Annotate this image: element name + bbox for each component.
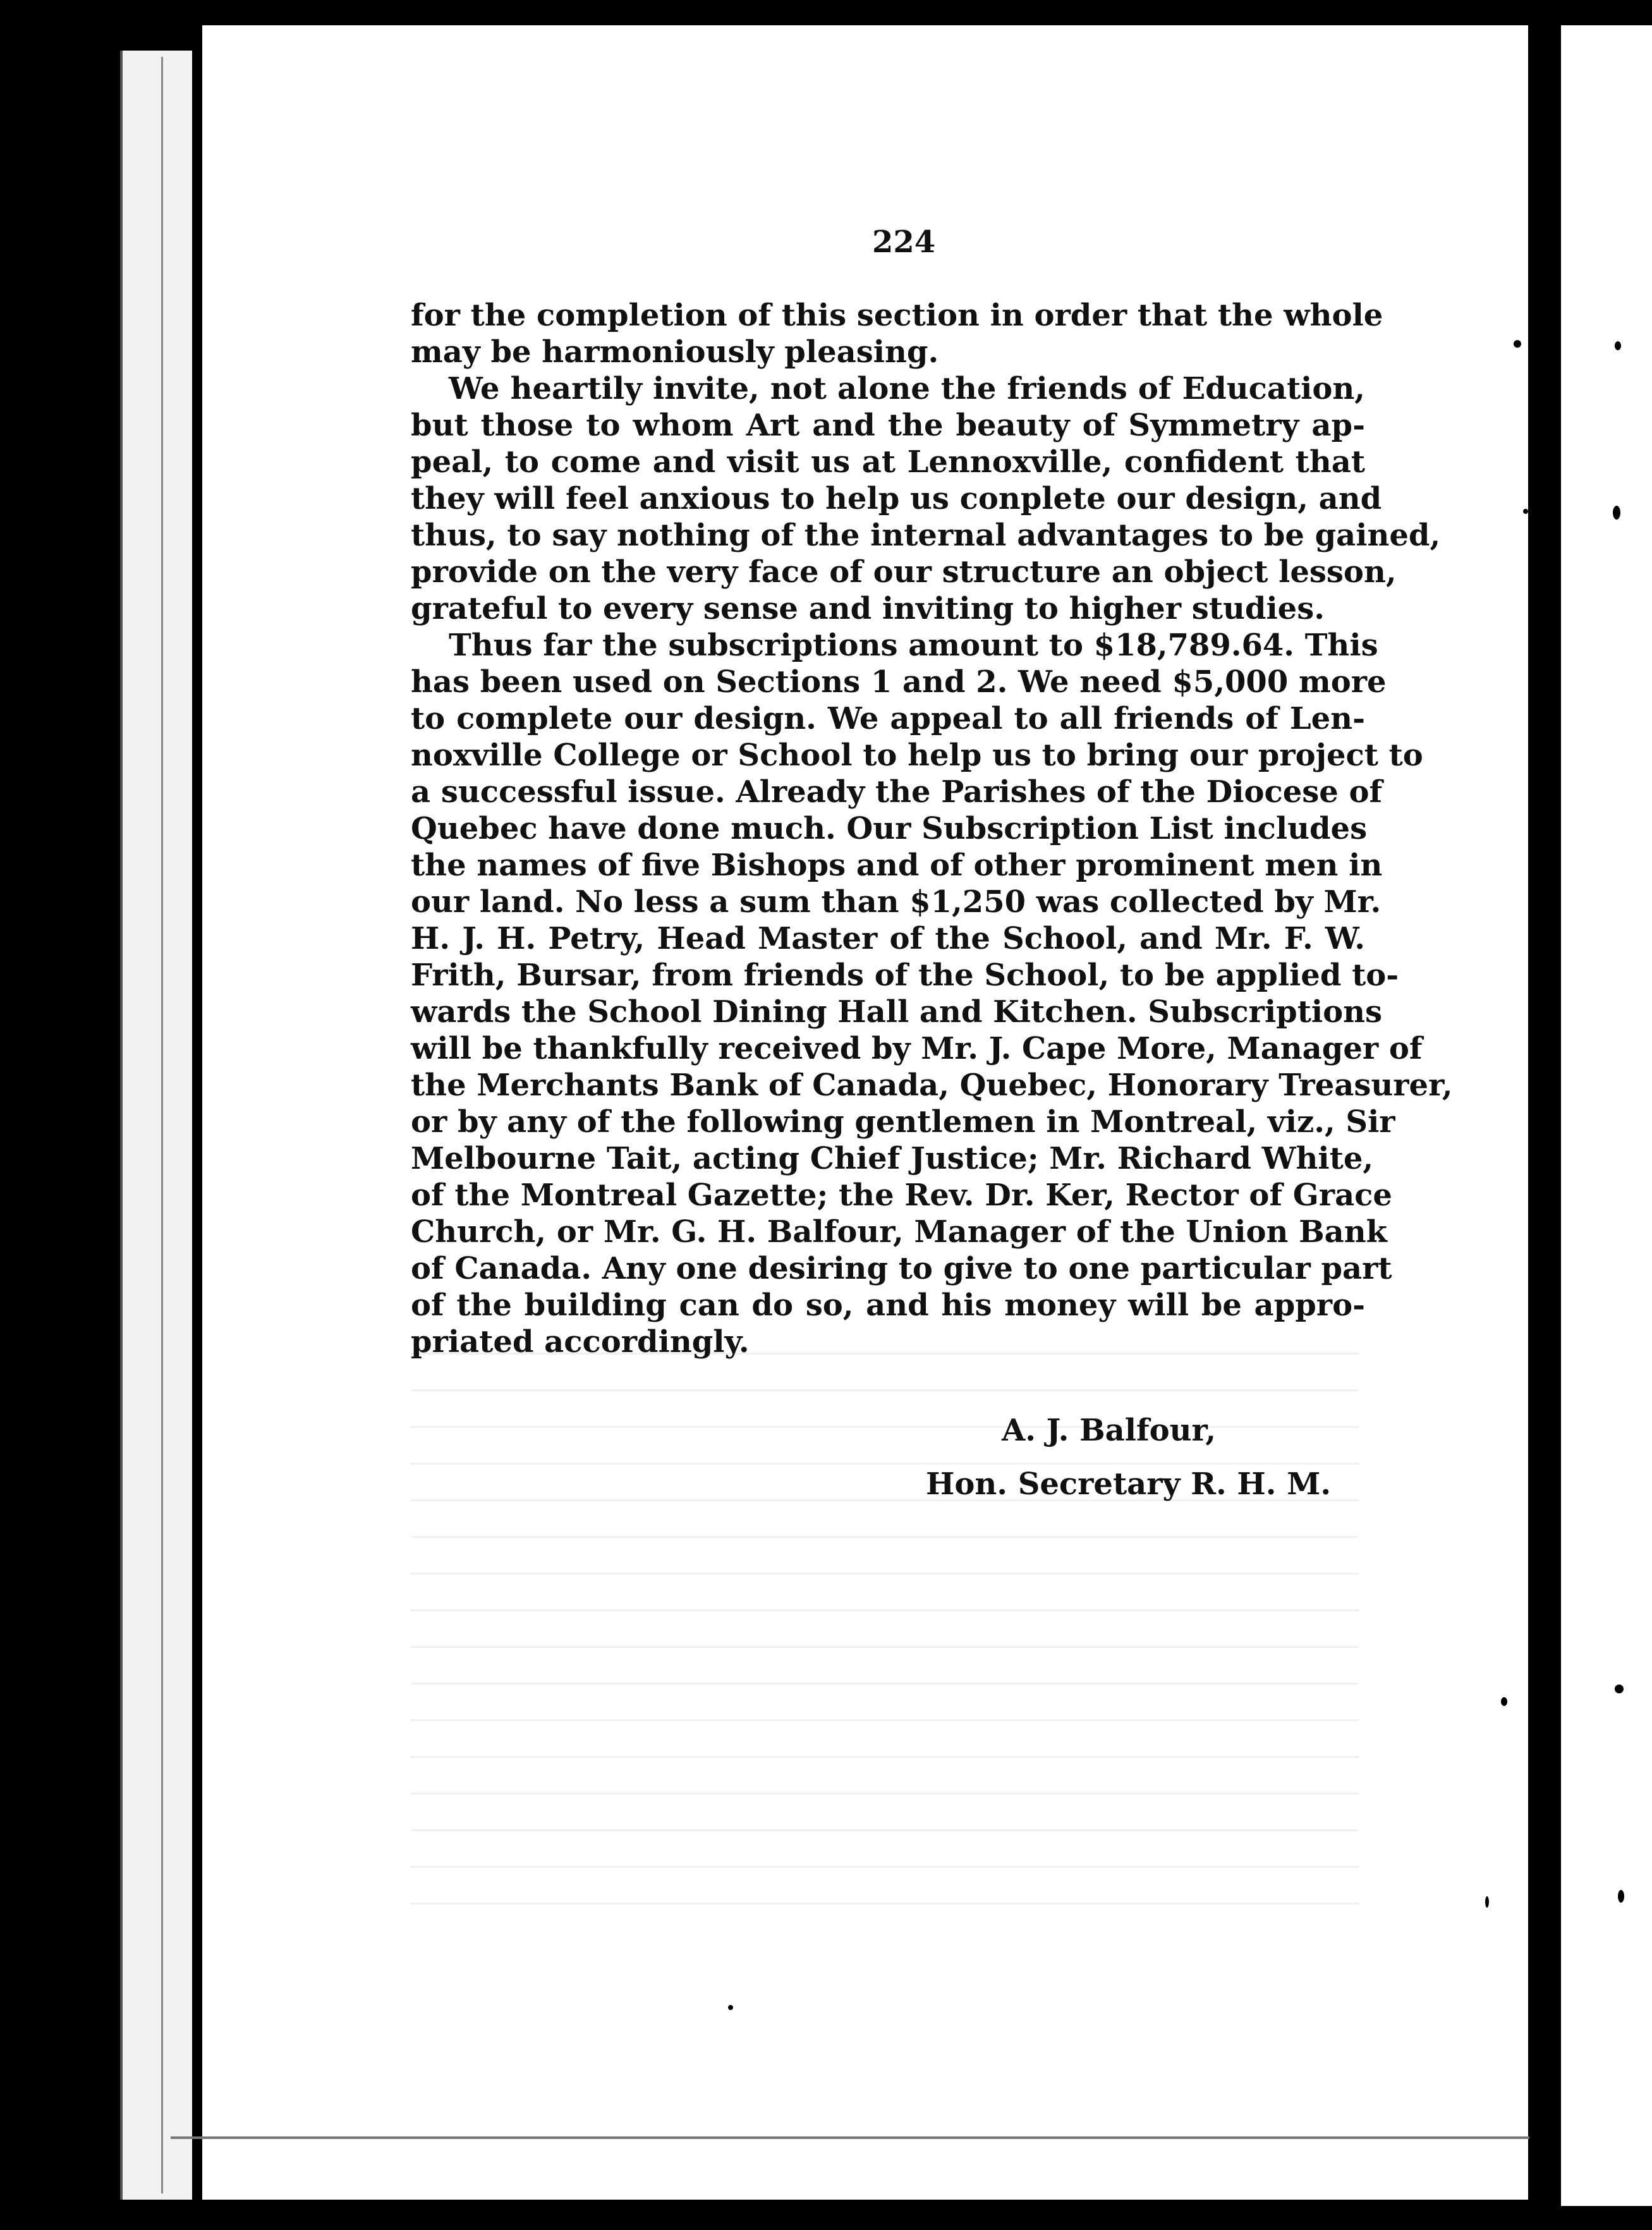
margin-speck — [1523, 509, 1528, 514]
text-line: wards the School Dining Hall and Kitchen. Subscriptions — [411, 994, 1383, 1030]
page-number: 224 — [872, 224, 936, 260]
margin-speck — [1618, 1890, 1624, 1903]
text-line: Melbourne Tait, acting Chief Justice; Mr. Richard White, — [411, 1141, 1374, 1176]
text-line: the names of five Bishops and of other prominent men in — [411, 848, 1383, 883]
facing-page-edge — [1561, 25, 1652, 2206]
page-edge-left — [120, 51, 192, 2200]
text-line: of Canada. Any one desiring to give to one particular part — [411, 1251, 1392, 1286]
text-line: of the Montreal Gazette; the Rev. Dr. Ker, Rector of Grace — [411, 1178, 1392, 1213]
text-line: of the building can do so, and his money will be appro- — [411, 1288, 1365, 1323]
text-line: Quebec have done much. Our Subscription List includes — [411, 811, 1368, 846]
text-line: provide on the very face of our structure an object lesson, — [411, 554, 1397, 590]
margin-speck — [728, 2005, 733, 2010]
margin-speck — [1613, 506, 1620, 520]
margin-speck — [1514, 340, 1521, 348]
text-line: may be harmoniously pleasing. — [411, 334, 939, 370]
text-line: priated accordingly. — [411, 1324, 750, 1360]
text-line: for the completion of this section in order that the whole — [411, 298, 1383, 333]
text-line: H. J. H. Petry, Head Master of the School, and Mr. F. W. — [411, 921, 1365, 956]
text-line: a successful issue. Already the Parishes of the Diocese of — [411, 774, 1383, 810]
margin-speck — [1485, 1896, 1489, 1908]
text-line: peal, to come and visit us at Lennoxville, confident that — [411, 444, 1365, 480]
text-line: the Merchants Bank of Canada, Quebec, Honorary Treasurer, — [411, 1068, 1453, 1103]
page-binding-shadow — [1528, 25, 1562, 2206]
text-line: Frith, Bursar, from friends of the School, to be applied to- — [411, 958, 1399, 993]
text-line: but those to whom Art and the beauty of Symmetry ap- — [411, 408, 1365, 443]
text-line: has been used on Sections 1 and 2. We need $5,000 more — [411, 664, 1387, 700]
bleed-through-text — [411, 1353, 1359, 1922]
text-line: thus, to say nothing of the internal advantages to be gained, — [411, 518, 1441, 553]
text-line: Thus far the subscriptions amount to $18,789.64. This — [449, 628, 1378, 663]
text-line: grateful to every sense and inviting to higher studies. — [411, 591, 1325, 626]
text-line: to complete our design. We appeal to all friends of Len- — [411, 701, 1365, 736]
text-line: our land. No less a sum than $1,250 was collected by Mr. — [411, 884, 1382, 920]
text-line: will be thankfully received by Mr. J. Cape More, Manager of — [411, 1031, 1423, 1066]
text-line: We heartily invite, not alone the friends of Education, — [449, 371, 1365, 406]
page-edge-line — [161, 57, 163, 2193]
text-line: or by any of the following gentlemen in Montreal, viz., Sir — [411, 1104, 1395, 1140]
body-text — [411, 297, 1453, 1360]
signature-name: A. J. Balfour, — [1002, 1413, 1217, 1448]
page-bottom-edge — [171, 2136, 1529, 2139]
margin-speck — [1615, 1685, 1624, 1693]
signature-title: Hon. Secretary R. H. M. — [926, 1466, 1332, 1502]
text-line: Church, or Mr. G. H. Balfour, Manager of the Union Bank — [411, 1214, 1387, 1250]
margin-speck — [1501, 1697, 1507, 1706]
text-line: they will feel anxious to help us conplete our design, and — [411, 481, 1382, 516]
margin-speck — [1615, 341, 1621, 350]
text-line: noxville College or School to help us to bring our project to — [411, 738, 1423, 773]
